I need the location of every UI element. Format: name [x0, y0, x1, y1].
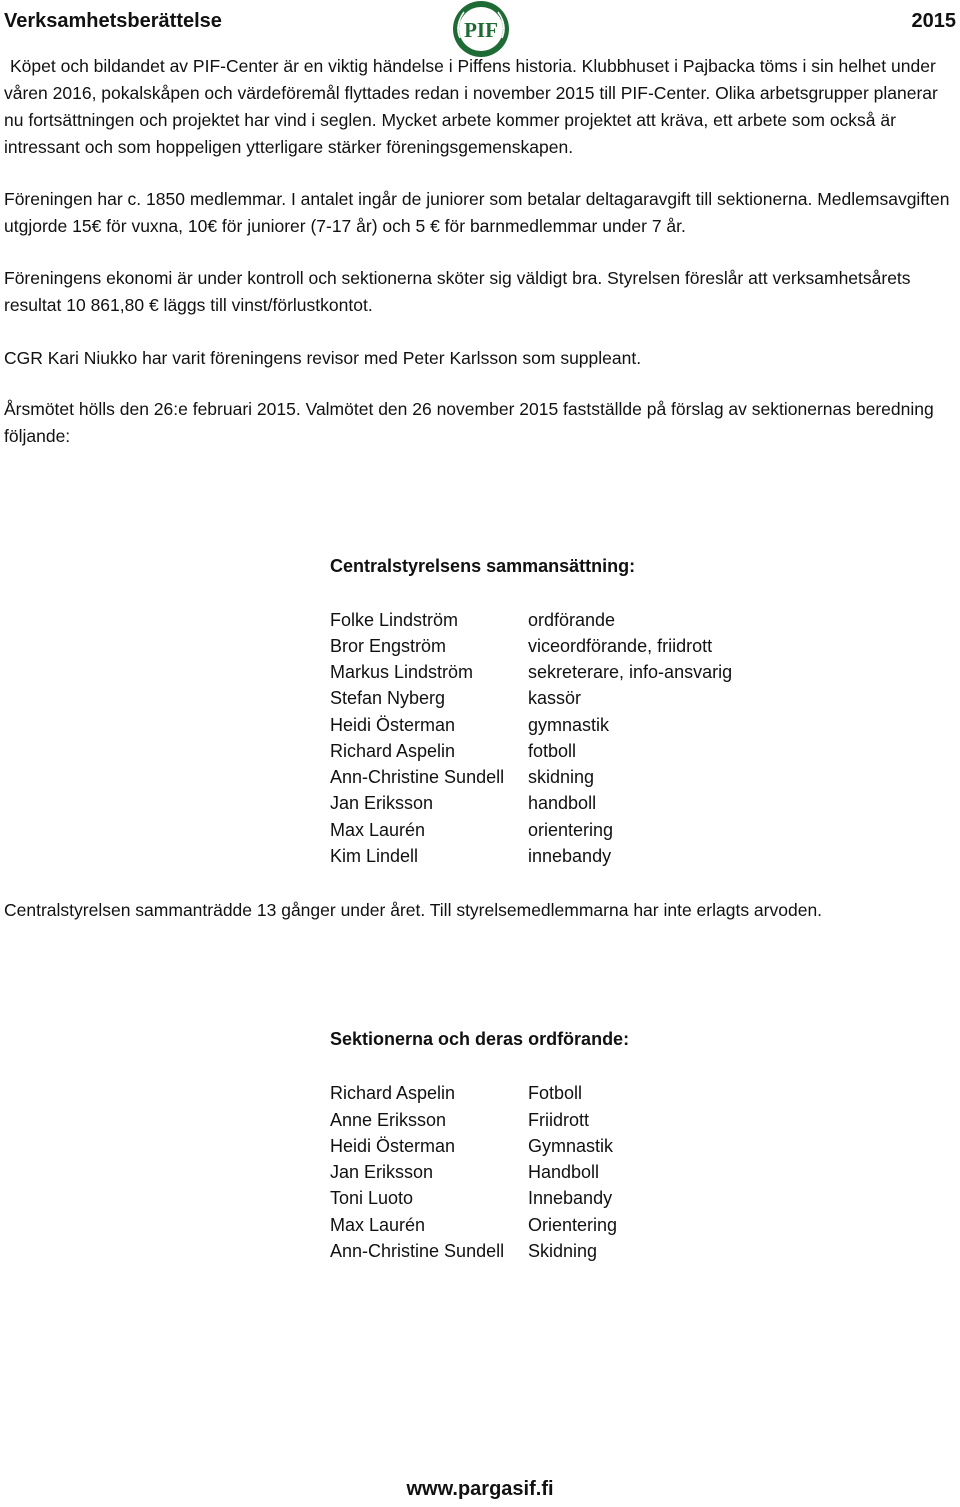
- pif-logo: [452, 0, 510, 58]
- member-name: Max Laurén: [330, 820, 426, 840]
- section-name: Gymnastik: [528, 1136, 614, 1156]
- board-member-row: [330, 607, 615, 633]
- member-role: innebandy: [528, 846, 612, 866]
- board-member-row: [330, 817, 613, 843]
- paragraph-members: Föreningen har c. 1850 medlemmar. I antalet ingår de juniorer som betalar deltagaravgift till sektionerna. Medlemsavgiften utgjorde 15€ för vuxna, 10€ för juniorer (7-17 år) och 5 € för barnmedlemmar under 7 år.: [4, 189, 950, 236]
- member-role: sekreterare, info-ansvarig: [528, 662, 733, 682]
- member-name: Folke Lindström: [330, 610, 459, 630]
- member-role: orientering: [528, 820, 614, 840]
- member-role: handboll: [528, 793, 597, 813]
- paragraph-auditor: CGR Kari Niukko har varit föreningens revisor med Peter Karlsson som suppleant.: [4, 348, 642, 368]
- board-member-row: [330, 712, 609, 738]
- member-name: Kim Lindell: [330, 846, 419, 866]
- member-role: viceordförande, friidrott: [528, 636, 713, 656]
- paragraph-pif-center: Köpet och bildandet av PIF-Center är en viktig händelse i Piffens historia. Klubbhuset i Pajbacka töms i sin helhet under våren 2016, pokalskåpen och värdeföremål flyttades redan i november 2015 till PIF-Center. Olika arbetsgrupper planerar nu fortsättningen och projektet har vind i seglen. Mycket arbete kommer projektet att kräva, ett arbete som också är intressant och som hoppeligen ytterligare stärker föreningsgemenskapen.: [4, 56, 938, 157]
- member-role: gymnastik: [528, 715, 610, 735]
- chair-name: Heidi Österman: [330, 1136, 456, 1156]
- board-member-row: [330, 738, 576, 764]
- board-member-row: [330, 764, 594, 790]
- member-name: Richard Aspelin: [330, 741, 456, 761]
- footer-website-link[interactable]: www.pargasif.fi: [406, 1478, 554, 1500]
- board-member-row: [330, 685, 581, 711]
- chair-name: Ann-Christine Sundell: [330, 1241, 505, 1261]
- document-year: 2015: [911, 10, 956, 32]
- member-role: skidning: [528, 767, 595, 787]
- chair-name: Jan Eriksson: [330, 1162, 434, 1182]
- chair-name: Toni Luoto: [330, 1188, 414, 1208]
- member-role: kassör: [528, 688, 582, 708]
- member-name: Bror Engström: [330, 636, 447, 656]
- member-name: Stefan Nyberg: [330, 688, 446, 708]
- document-title: Verksamhetsberättelse: [4, 10, 222, 32]
- section-name: Handboll: [528, 1162, 600, 1182]
- section-chair-row: [330, 1107, 589, 1133]
- section-chair-row: [330, 1238, 597, 1264]
- section-chair-row: [330, 1159, 599, 1185]
- section-name: Innebandy: [528, 1188, 613, 1208]
- board-heading: Centralstyrelsens sammansättning:: [330, 556, 636, 576]
- sections-heading: Sektionerna och deras ordförande:: [330, 1029, 630, 1049]
- member-name: Jan Eriksson: [330, 793, 434, 813]
- member-name: Ann-Christine Sundell: [330, 767, 505, 787]
- chair-name: Richard Aspelin: [330, 1083, 456, 1103]
- paragraph-economy: Föreningens ekonomi är under kontroll och sektionerna sköter sig väldigt bra. Styrelsen föreslår att verksamhetsårets resultat 10 861,80 € läggs till vinst/förlustkontot.: [4, 268, 911, 315]
- section-name: Orientering: [528, 1215, 618, 1235]
- section-name: Friidrott: [528, 1110, 590, 1130]
- board-member-row: [330, 843, 611, 869]
- board-meetings-note: Centralstyrelsen sammanträdde 13 gånger under året. Till styrelsemedlemmarna har inte erlagts arvoden.: [4, 900, 823, 920]
- pif-logo-icon: [452, 0, 510, 58]
- member-role: ordförande: [528, 610, 616, 630]
- member-name: Heidi Österman: [330, 715, 456, 735]
- board-member-row: [330, 659, 732, 685]
- board-member-row: [330, 790, 596, 816]
- logo-lettering: PIF: [464, 18, 498, 42]
- chair-name: Max Laurén: [330, 1215, 426, 1235]
- section-chair-row: [330, 1133, 613, 1159]
- section-chair-row: [330, 1212, 617, 1238]
- board-member-row: [330, 633, 712, 659]
- paragraph-annual-meeting: Årsmötet hölls den 26:e februari 2015. Valmötet den 26 november 2015 fastställde på förslag av sektionernas beredning följande:: [4, 399, 934, 446]
- section-name: Skidning: [528, 1241, 598, 1261]
- section-chair-row: [330, 1185, 612, 1211]
- member-name: Markus Lindström: [330, 662, 474, 682]
- chair-name: Anne Eriksson: [330, 1110, 447, 1130]
- section-chair-row: [330, 1080, 582, 1106]
- section-name: Fotboll: [528, 1083, 583, 1103]
- member-role: fotboll: [528, 741, 577, 761]
